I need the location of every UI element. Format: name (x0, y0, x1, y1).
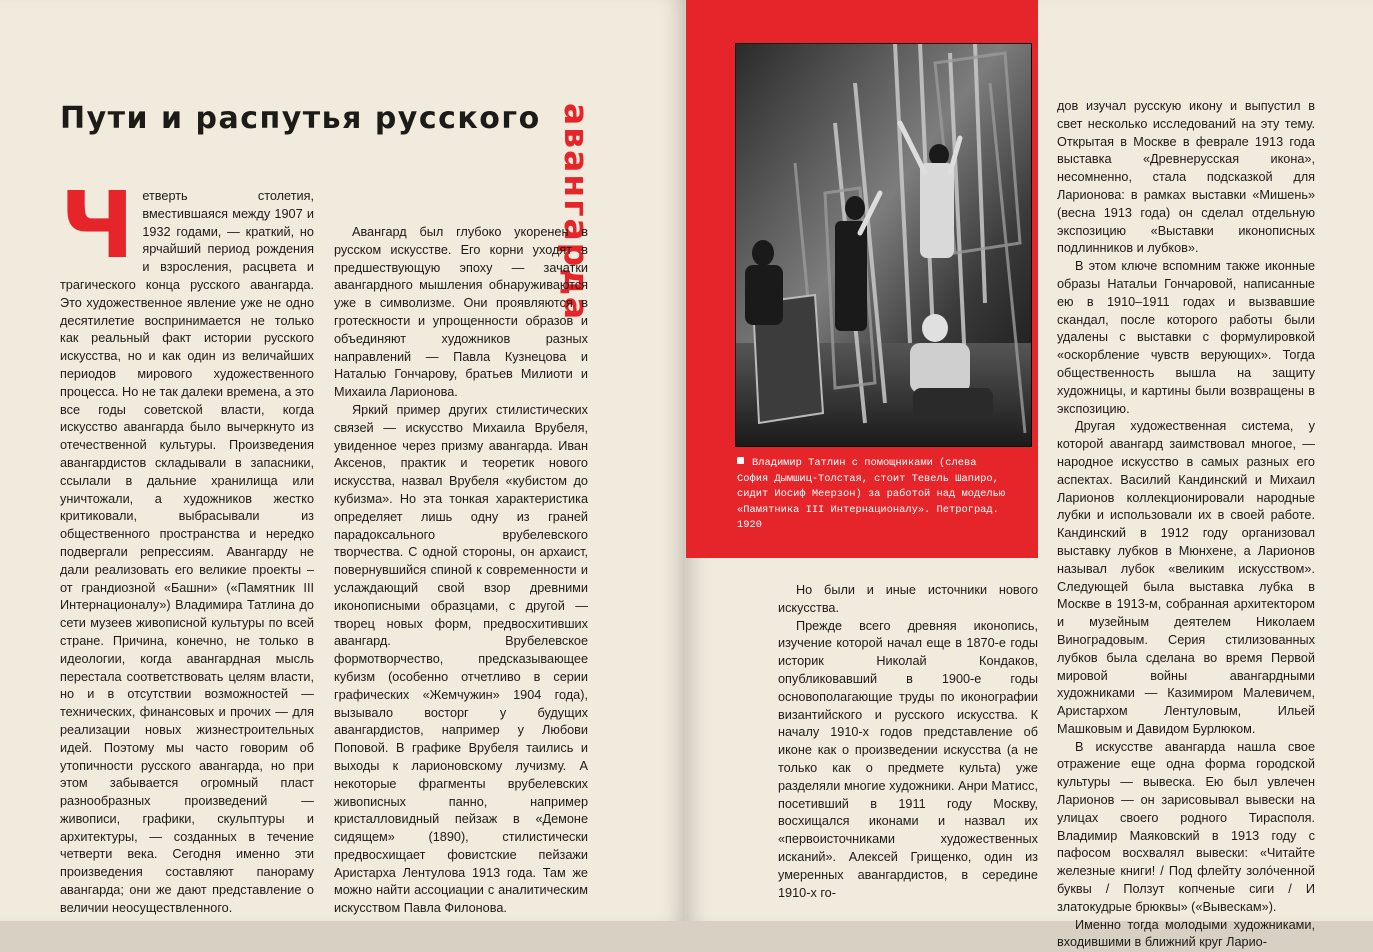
paragraph: Другая художественная система, у которой авангард заимствовал многое, — народное искусство в самых разных его аспектах. Василий Кандинский и Михаил Ларионов коллекционировали народные лубки и использовали их в своей работе. Кандинский в 1912 году организовал выставку лубков в Мюнхене, а Ларионов называл лубок «великим искусством». Следующей была выставка лубка в Москве в 1913-м, собранная архитектором и музейным деятелем Николаем Виноградовым. Серия стилизованных лубков была сделана во время Первой мировой войны авангардными художниками — Казимиром Малевичем, Аристархом Лентуловым, Ильей Машковым и Давидом Бурлюком. (1057, 419, 1315, 736)
text-column-3 (778, 582, 1038, 902)
archival-photo (735, 43, 1032, 447)
page-title: Пути и распутья русского (60, 101, 541, 136)
caption-text: Владимир Татлин с помощниками (слева София Дымшиц-Толстая, стоит Тевель Шапиро, сидит Иосиф Меерзон) за работой над моделью «Памятника III Интернационалу». Петроград. 1920 (737, 457, 1006, 532)
paragraph (60, 172, 314, 918)
paragraph: В этом ключе вспомним также иконные образы Натальи Гончаровой, написанные ею в 1910–1911 годах и вызвавшие скандал, после которого работы были удалены с выставки с формулировкой «оскорбление чувств верующих». Тогда общественность вышла на защиту художницы, и картины были возвращены в экспозицию. (1057, 259, 1315, 416)
paragraph: Яркий пример других стилистических связей — искусство Михаила Врубеля, увиденное через призму авангарда. Иван Аксенов, практик и теоретик нового искусства, назвал Врубеля «кубистом до кубизма». Но эта тонкая характеристика определяет лишь одну из граней парадоксального врубелевского творчества. С одной стороны, он архаист, повернувшийся спиной к современности и услаждающий свой взор древними иконописными образцами, с другой — творец новых форм, предвосхитивших авангард. Врубелевское формотворчество, предсказывающее кубизм (особенно отчетливо в серии графических «Жемчужин» 1904 года), вызывало восторг у будущих авангардистов, например у Любови Поповой. В графике Врубеля таились и выходы к ларионовскому лучизму. А некоторые фрагменты врубелевских живописных панно, например кристалловидный пейзаж в «Демоне сидящем» (1890), стилистически предвосхищает фовистские пейзажи Аристарха Лентулова 1913 года. Там же можно найти ассоциации с аналитическим искусством Павла Филонова. (334, 402, 588, 916)
paragraph: дов изучал русскую икону и выпустил в свет несколько исследований на эту тему. Открытая в Москве в феврале 1913 года выставка «Древнерусская икона», несомненно, стала подсказкой для Ларионова: в рамках выставки «Мишень» (весна 1913 года) он сделал отдельную экспозицию «Выставки иконописных подлинников и лубков». (1057, 99, 1315, 256)
paragraph-text: етверть столетия, вместившаяся между 1907 и 1932 годами, — краткий, но ярчайший период рождения и взросления, расцвета и трагического конца русского авангарда. Это художественное явление уже не одно десятилетие воспринимается не только как реальный факт истории русского искусства, но и как один из величайших периодов мирового художественного процесса. Но не так далеки времена, а это все годы советской власти, когда искусство авангарда было вычеркнуто из отечественной культуры. Произведения авангардистов складывали в запасники, ссылали в дальние хранилища или уничтожали, а художников жестко критиковали, выбрасывали из общественного пространства и нередко подвергали репрессиям. Авангарду не дали реализовать его великие проекты – от грандиозной «Башни» («Памятник III Интернационалу») Владимира Татлина до сети музеев живописной культуры по всей стране. Причина, конечно, не только в идеологии, когда авангардная мысль перестала соответствовать целям власти, но и в отсутствии возможностей — технических, финансовых и прочих — для реализации новых жизнестроительных идей. Поэтому мы часто говорим об утопичности русского авангарда, но при этом забывается огромный пласт разнообразных произведений — живописи, графики, скульптуры и архитектуры, — созданных в течение четверти века. Сегодня именно эти произведения составляют панораму авангарда; они же дают представление о величии неосуществленного. (60, 189, 314, 915)
drop-cap: Ч (60, 172, 135, 279)
paragraph: Именно тогда молодыми художниками, входившими в ближний круг Ларио- (1057, 917, 1315, 950)
photo-illustration (735, 43, 1032, 447)
page-title-vertical: авангарда (557, 103, 596, 322)
caption-bullet (737, 457, 744, 464)
paragraph: Авангард был глубоко укоренен в русском искусстве. Его корни уходят в предшествующую эпоху — зачатки авангардного мышления обнаруживаются уже в символизме. Они проявляются в гротескности и упрощенности образов и объединяют художников разных направлений — Павла Кузнецова и Наталью Гончарову, братьев Милиоти и Михаила Ларионова. (334, 225, 588, 400)
paragraph: В искусстве авангарда нашла свое отражение еще одна форма городской культуры — вывеска. Ею был увлечен Ларионов — он зарисовывал вывески на улицах своего родного Тирасполя. Владимир Маяковский в 1913 году с пафосом восхвалял вывески: «Читайте железные книги! / Под флейту золóченной буквы / Ползут копченые сиги / И златокудрые брюквы» («Вывескам»). (1057, 739, 1315, 914)
text-column-2 (334, 224, 588, 918)
paragraph: Но были и иные источники нового искусства. (778, 583, 1038, 615)
text-column-4 (1057, 98, 1315, 952)
photo-caption (737, 456, 1007, 534)
paragraph: Прежде всего древняя иконопись, изучение которой начал еще в 1870-е годы историк Николай Кондаков, опубликовавший в 1900-е годы основополагающие труды по иконографии византийского и русского искусства. К началу 1910-х годов представление об иконе как о произведении искусства (а не только как о предмете культа) уже разделяли многие художники. Анри Матисс, посетивший в 1911 году Москву, восхищался иконами и назвал их «первоисточниками художественных исканий». Алексей Грищенко, один из умеренных авангардистов, в середине 1910-х го- (778, 618, 1038, 900)
text-column-1 (60, 172, 314, 918)
